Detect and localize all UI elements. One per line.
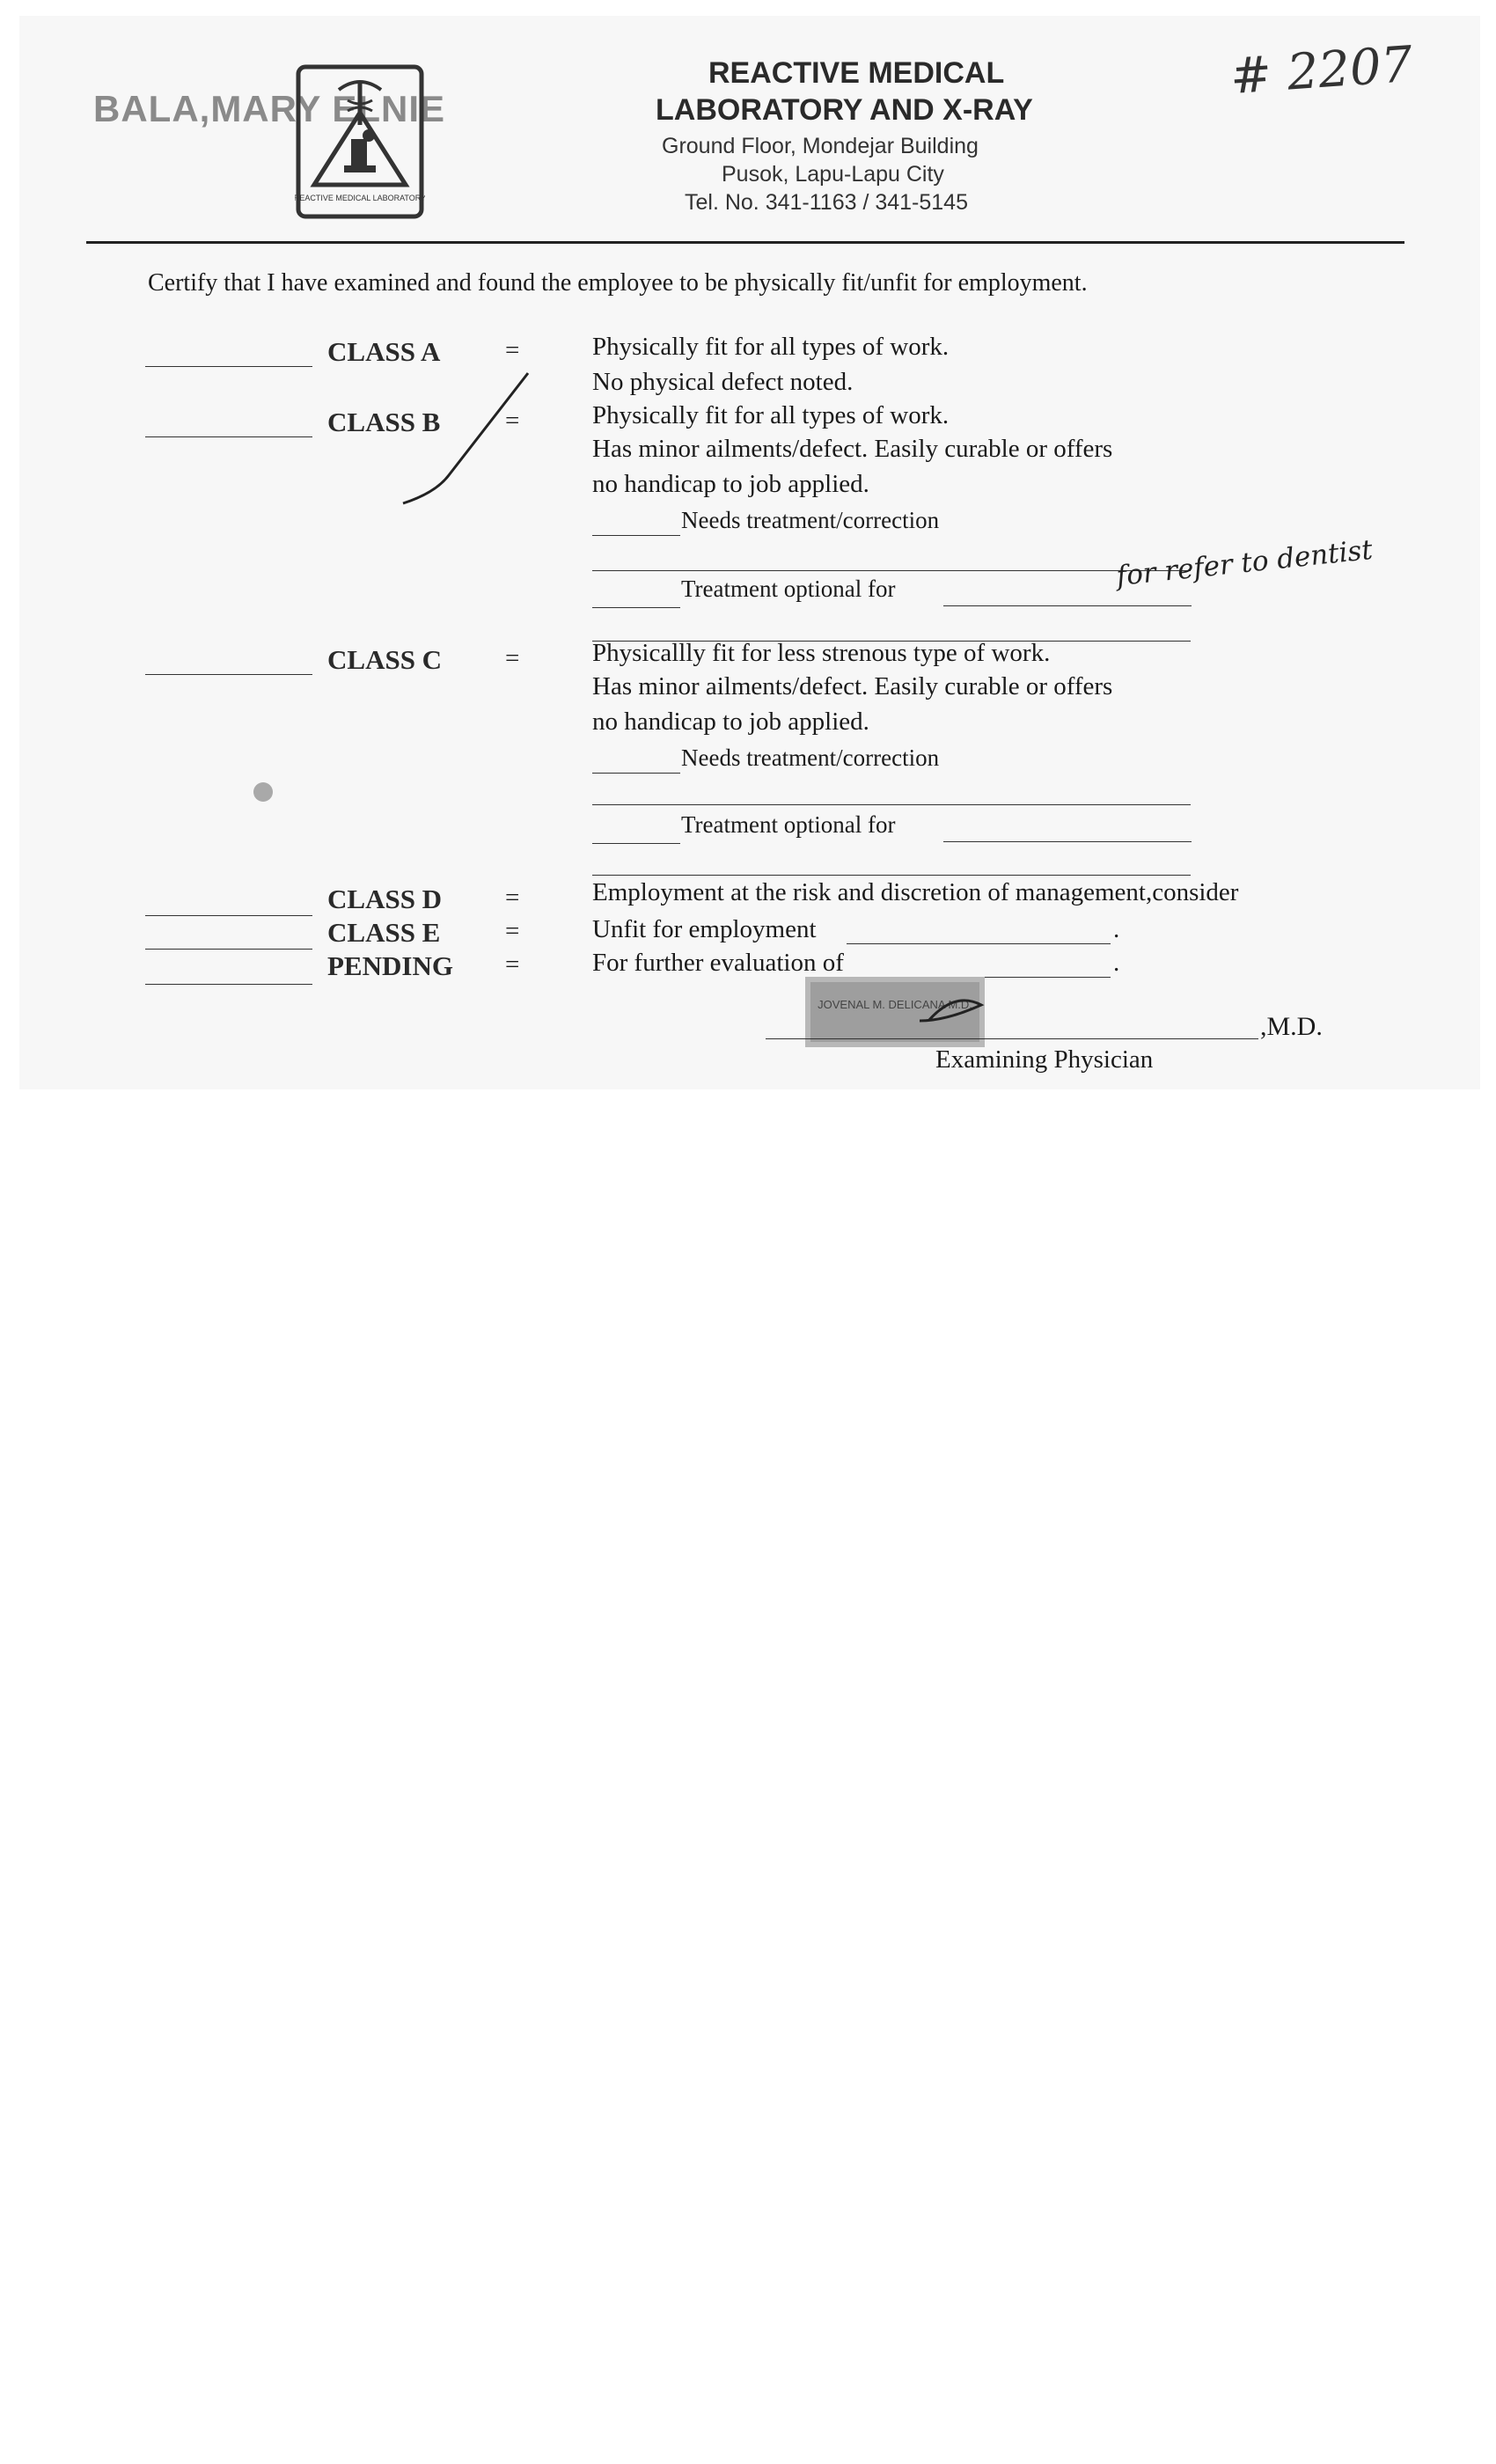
lab-name-line1: REACTIVE MEDICAL — [708, 56, 1005, 90]
class-b-treatment-optional: Treatment optional for — [681, 576, 896, 602]
equals-sign: = — [505, 950, 520, 979]
pending-period: . — [1113, 949, 1120, 977]
certification-statement: Certify that I have examined and found the employee to be physically fit/unfit for employment. — [148, 269, 1088, 297]
header-divider — [86, 241, 1404, 244]
class-c-blank-line[interactable] — [592, 804, 1191, 805]
equals-sign: = — [505, 917, 520, 945]
class-a-line2: No physical defect noted. — [592, 368, 854, 396]
hole-punch-mark — [253, 782, 273, 802]
class-c-treatment-optional-blank[interactable] — [592, 843, 680, 844]
class-c-checkbox-line[interactable] — [145, 674, 312, 675]
class-a-line1: Physically fit for all types of work. — [592, 333, 950, 361]
class-b-blank-line[interactable] — [592, 570, 1191, 571]
pending-line1: For further evaluation of — [592, 949, 844, 977]
class-b-treatment-optional-blank[interactable] — [592, 607, 680, 608]
class-b-needs-treatment: Needs treatment/correction — [681, 507, 940, 533]
address-line2: Pusok, Lapu-Lapu City — [722, 162, 944, 187]
class-b-handwritten-note: for refer to dentist — [1114, 533, 1375, 593]
class-c-line2: Has minor ailments/defect. Easily curable or offers — [592, 672, 1113, 700]
class-c-label: CLASS C — [327, 644, 443, 675]
class-b-treatment-optional-field[interactable] — [943, 605, 1192, 606]
physician-stamp — [805, 977, 985, 1047]
class-b-line3: no handicap to job applied. — [592, 470, 869, 498]
class-a-label: CLASS A — [327, 336, 441, 367]
class-c-needs-treatment-blank[interactable] — [592, 773, 680, 774]
class-c-line3: no handicap to job applied. — [592, 708, 869, 736]
class-e-line1: Unfit for employment — [592, 915, 817, 943]
class-d-line1: Employment at the risk and discretion of management,consider — [592, 878, 1239, 906]
class-c-needs-treatment: Needs treatment/correction — [681, 744, 940, 771]
equals-sign: = — [505, 407, 520, 435]
class-c-treatment-optional-field[interactable] — [943, 841, 1192, 842]
class-b-label: CLASS B — [327, 407, 441, 437]
class-b-checkbox-line[interactable] — [145, 436, 312, 437]
patient-name-stamp: BALA,MARY ELNIE — [93, 88, 446, 129]
pending-label: PENDING — [327, 950, 453, 981]
class-e-label: CLASS E — [327, 917, 441, 948]
class-b-line1: Physically fit for all types of work. — [592, 401, 950, 429]
class-d-checkbox-line[interactable] — [145, 915, 312, 916]
lab-name-line2: LABORATORY AND X-RAY — [656, 93, 1033, 127]
class-c-treatment-optional: Treatment optional for — [681, 811, 896, 838]
address-line1: Ground Floor, Mondejar Building — [662, 134, 979, 158]
class-c-line1: Physicallly fit for less strenous type of work. — [592, 639, 1051, 667]
class-e-checkbox-line[interactable] — [145, 949, 312, 950]
class-b-needs-treatment-blank[interactable] — [592, 535, 680, 536]
laboratory-logo-icon — [295, 63, 425, 220]
equals-sign: = — [505, 644, 520, 672]
class-d-label: CLASS D — [327, 884, 443, 914]
svg-text:JOVENAL M. DELICANA M.D.: JOVENAL M. DELICANA M.D. — [818, 998, 972, 1011]
pending-checkbox-line[interactable] — [145, 984, 312, 985]
class-c-blank-line[interactable] — [592, 875, 1191, 876]
class-e-period: . — [1113, 915, 1120, 943]
examining-physician-label: Examining Physician — [935, 1045, 1154, 1074]
class-e-unfit-field[interactable] — [847, 943, 1111, 944]
physician-signature-line[interactable] — [766, 1038, 1258, 1039]
equals-sign: = — [505, 336, 520, 364]
class-a-checkbox-line[interactable] — [145, 366, 312, 367]
md-suffix: ,M.D. — [1260, 1012, 1323, 1041]
svg-text:REACTIVE MEDICAL LABORATORY: REACTIVE MEDICAL LABORATORY — [295, 194, 425, 202]
telephone: Tel. No. 341-1163 / 341-5145 — [685, 190, 968, 215]
equals-sign: = — [505, 884, 520, 912]
class-b-check-mark — [387, 370, 546, 519]
reference-number: # 2207 — [1228, 35, 1415, 106]
class-b-line2: Has minor ailments/defect. Easily curable or offers — [592, 435, 1113, 463]
